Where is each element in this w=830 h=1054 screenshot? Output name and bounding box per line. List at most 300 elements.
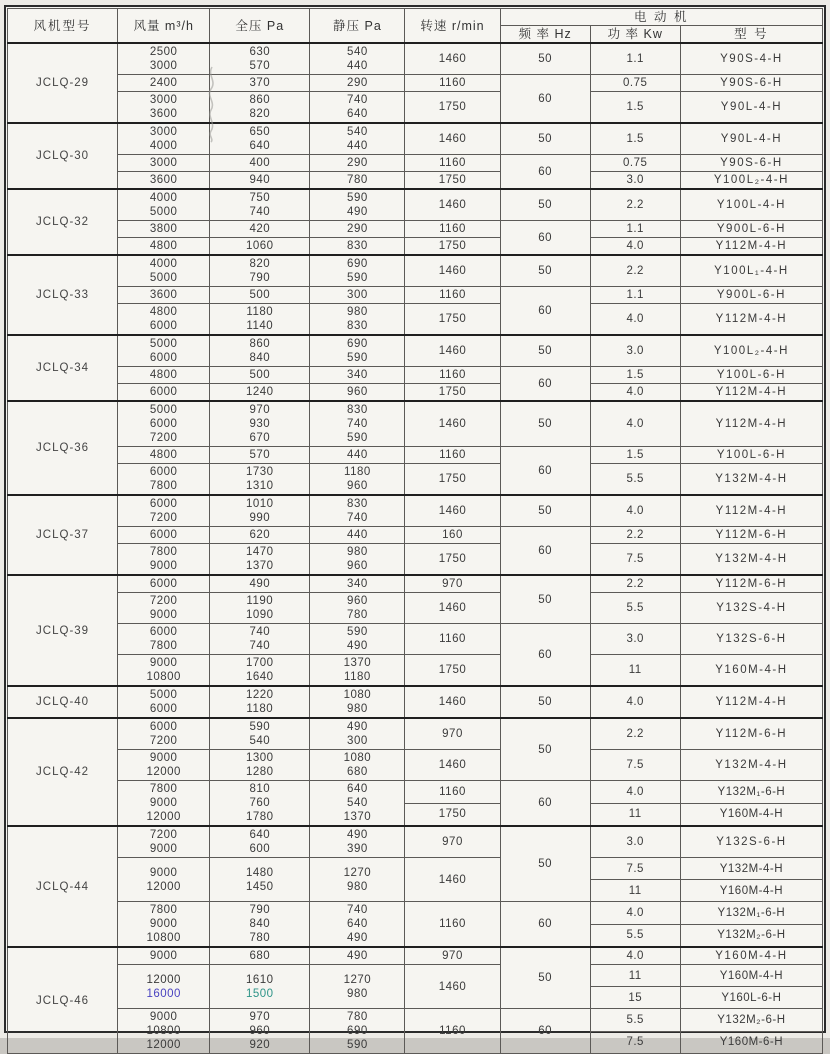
value-line: 820: [249, 258, 271, 270]
value-line: 6000: [149, 529, 178, 541]
motor-type-cell: Y132S-6-H: [680, 624, 822, 655]
value-line: 1700: [245, 657, 274, 669]
table-row: [8, 902, 823, 948]
power-cell: 7.5: [590, 544, 680, 576]
value-line: 1180: [344, 671, 371, 683]
value-line: 1610: [245, 973, 274, 986]
power-cell: 3.0: [590, 172, 680, 190]
value-line: 1270: [343, 866, 372, 879]
power-cell: 1.5: [590, 123, 680, 155]
value-line: 1080: [343, 752, 372, 764]
air-flow-cell: [118, 947, 210, 965]
total-pressure-cell: [210, 401, 310, 447]
total-pressure-cell: [210, 965, 310, 1009]
table-row: [8, 447, 823, 464]
value-line: 490: [347, 829, 368, 841]
static-pressure-cell: [310, 75, 405, 92]
power-cell: 5.5: [590, 464, 680, 496]
fan-model-cell: JCLQ-44: [8, 826, 118, 947]
speed-cell: 1460: [405, 750, 500, 781]
value-line: 590: [249, 721, 271, 733]
speed-cell: 1160: [405, 1009, 500, 1054]
value-line: 1240: [245, 386, 274, 398]
frequency-cell: 50: [500, 335, 590, 367]
table-row: [8, 686, 823, 718]
air-flow-cell: [118, 335, 210, 367]
table-row: [8, 238, 823, 256]
air-flow-cell: [118, 902, 210, 948]
value-line: 7800: [149, 640, 178, 652]
table-row: [8, 172, 823, 190]
value-line: 440: [347, 449, 368, 461]
power-cell-sub: 15: [591, 986, 680, 1008]
value-line: 740: [249, 206, 271, 218]
air-flow-cell: [118, 304, 210, 336]
header-total-pressure: 全压 Pa: [210, 9, 310, 44]
value-line: 6000: [149, 578, 178, 590]
power-cell: [590, 781, 680, 827]
power-cell: 2.2: [590, 527, 680, 544]
speed-cell: 1750: [405, 172, 500, 190]
power-cell: [590, 902, 680, 948]
value-line: 400: [249, 157, 271, 169]
motor-type-cell: Y112M-6-H: [680, 718, 822, 750]
static-pressure-cell: [310, 655, 405, 687]
value-line: 980: [347, 703, 368, 715]
value-line: 12000: [146, 766, 181, 778]
value-line: 3000: [149, 157, 178, 169]
power-cell: 2.2: [590, 718, 680, 750]
power-cell: [590, 1009, 680, 1054]
header-static-pressure: 静压 Pa: [310, 9, 405, 44]
frequency-cell: 60: [500, 624, 590, 687]
static-pressure-cell: [310, 384, 405, 402]
value-line: 740: [347, 94, 368, 106]
static-pressure-cell: [310, 495, 405, 527]
air-flow-cell: [118, 1009, 210, 1054]
table-row: [8, 43, 823, 75]
motor-type-cell: Y160M-4-H: [680, 947, 822, 965]
motor-type-cell: Y90S-6-H: [680, 155, 822, 172]
total-pressure-cell: [210, 858, 310, 902]
value-line: 840: [249, 918, 271, 930]
value-line: 9000: [149, 866, 178, 879]
value-line: 760: [249, 797, 271, 809]
speed-cell: 970: [405, 718, 500, 750]
total-pressure-cell: [210, 304, 310, 336]
speed-cell: 1460: [405, 123, 500, 155]
value-line: 590: [347, 1039, 368, 1051]
air-flow-cell: [118, 123, 210, 155]
table-row: [8, 495, 823, 527]
document-frame: [4, 5, 826, 1051]
total-pressure-cell: [210, 495, 310, 527]
motor-type-cell: Y100L-4-H: [680, 189, 822, 221]
value-line: 1300: [245, 752, 274, 764]
value-line: 6000: [149, 352, 178, 364]
motor-type-cell: Y90L-4-H: [680, 92, 822, 124]
power-cell-sub: 5.5: [591, 924, 680, 946]
value-line: 650: [249, 126, 271, 138]
value-line: 4800: [149, 449, 178, 461]
static-pressure-cell: [310, 155, 405, 172]
speed-cell: 160: [405, 527, 500, 544]
value-line: 440: [347, 140, 368, 152]
value-line: 670: [249, 432, 271, 444]
value-line: 7800: [149, 783, 178, 795]
total-pressure-cell: [210, 384, 310, 402]
motor-type-cell: Y112M-6-H: [680, 575, 822, 593]
value-line: 1470: [245, 546, 274, 558]
motor-type-cell: [680, 858, 822, 902]
value-line: 2400: [149, 77, 178, 89]
value-line: 620: [249, 529, 271, 541]
fan-model-cell: JCLQ-32: [8, 189, 118, 255]
motor-type-cell: Y112M-4-H: [680, 401, 822, 447]
total-pressure-cell: [210, 43, 310, 75]
speed-cell: 1160: [405, 75, 500, 92]
value-line: 340: [347, 369, 368, 381]
value-line: 490: [347, 932, 368, 944]
air-flow-cell: [118, 75, 210, 92]
speed-cell: 1460: [405, 335, 500, 367]
motor-type-cell-sub: Y132M-4-H: [719, 862, 784, 875]
value-line: 5000: [149, 206, 178, 218]
value-line: 1180: [344, 466, 371, 478]
air-flow-cell: [118, 593, 210, 624]
motor-type-cell: Y112M-4-H: [680, 495, 822, 527]
static-pressure-cell: [310, 902, 405, 948]
static-pressure-cell: [310, 123, 405, 155]
value-line: 640: [347, 783, 368, 795]
air-flow-cell: [118, 464, 210, 496]
value-line: 7200: [149, 512, 178, 524]
air-flow-cell: [118, 527, 210, 544]
power-cell: 1.5: [590, 92, 680, 124]
value-line: 5000: [149, 338, 178, 350]
total-pressure-cell: [210, 75, 310, 92]
frequency-cell: 50: [500, 718, 590, 781]
speed-cell: 1750: [405, 544, 500, 576]
static-pressure-cell: [310, 544, 405, 576]
total-pressure-cell: [210, 287, 310, 304]
power-cell: 4.0: [590, 401, 680, 447]
table-row: [8, 401, 823, 447]
value-line: 5000: [149, 272, 178, 284]
air-flow-cell: [118, 750, 210, 781]
value-line: 1270: [343, 973, 372, 986]
speed-cell: 970: [405, 947, 500, 965]
value-line: 920: [249, 1039, 271, 1051]
speed-cell: 1460: [405, 43, 500, 75]
fan-model-cell: JCLQ-33: [8, 255, 118, 335]
air-flow-cell: [118, 447, 210, 464]
frequency-cell: 60: [500, 781, 590, 827]
motor-type-cell: Y132S-6-H: [680, 826, 822, 858]
header-motor-group: 电 动 机: [500, 9, 822, 26]
total-pressure-cell: [210, 544, 310, 576]
fan-model-cell: JCLQ-46: [8, 947, 118, 1054]
value-line: 540: [347, 797, 368, 809]
static-pressure-cell: [310, 593, 405, 624]
value-line: 4000: [149, 192, 178, 204]
speed-cell: 970: [405, 575, 500, 593]
motor-type-cell: Y90S-4-H: [680, 43, 822, 75]
power-cell-sub: 11: [591, 879, 680, 901]
motor-type-cell: [680, 965, 822, 1009]
value-line: 6000: [149, 498, 178, 510]
power-cell: 3.0: [590, 335, 680, 367]
frequency-cell: 50: [500, 123, 590, 155]
value-line: 9000: [149, 752, 178, 764]
value-line: 960: [347, 595, 368, 607]
value-line: 3000: [149, 126, 178, 138]
speed-cell: 1160: [405, 287, 500, 304]
value-line: 960: [347, 480, 368, 492]
value-line: 750: [249, 192, 271, 204]
frequency-cell: 50: [500, 686, 590, 718]
value-line: 840: [249, 352, 271, 364]
value-line: 420: [249, 223, 271, 235]
motor-type-cell-sub: Y132M₂-6-H: [681, 924, 822, 946]
header-fan-model: 风机型号: [8, 9, 118, 44]
value-line: 690: [347, 338, 368, 350]
value-line: 930: [249, 418, 271, 430]
power-cell: 11: [590, 655, 680, 687]
value-line: 9000: [149, 657, 178, 669]
speed-cell: 1750: [405, 655, 500, 687]
speed-cell: 1750: [405, 304, 500, 336]
air-flow-cell: [118, 575, 210, 593]
value-line: 7200: [149, 829, 178, 841]
value-line: 6000: [149, 386, 178, 398]
motor-type-cell: Y90L-4-H: [680, 123, 822, 155]
air-flow-cell: [118, 92, 210, 124]
static-pressure-cell: [310, 255, 405, 287]
value-line: 9000: [149, 1011, 178, 1023]
table-header: [8, 9, 823, 44]
frequency-cell: 50: [500, 43, 590, 75]
value-line: 1310: [245, 480, 274, 492]
header-power: 功 率 Kw: [590, 26, 680, 44]
table-row: [8, 367, 823, 384]
value-line: 590: [347, 352, 368, 364]
value-line: 780: [347, 1011, 368, 1023]
air-flow-cell: [118, 858, 210, 902]
value-line: 740: [347, 512, 368, 524]
table-row: [8, 221, 823, 238]
value-line: 500: [249, 369, 271, 381]
power-cell: 4.0: [590, 947, 680, 965]
air-flow-cell: [118, 495, 210, 527]
power-cell-sub: 7.5: [591, 1031, 680, 1053]
fan-model-cell: JCLQ-42: [8, 718, 118, 826]
table-row: [8, 624, 823, 655]
table-row: [8, 75, 823, 92]
value-line: 440: [347, 60, 368, 72]
power-cell: 2.2: [590, 575, 680, 593]
power-cell: 0.75: [590, 155, 680, 172]
value-line: 960: [347, 386, 368, 398]
power-cell: 4.0: [590, 304, 680, 336]
value-line: 3000: [149, 94, 178, 106]
header-frequency: 频 率 Hz: [500, 26, 590, 44]
motor-type-cell: Y112M-4-H: [680, 238, 822, 256]
total-pressure-cell: [210, 92, 310, 124]
value-line: 4800: [149, 369, 178, 381]
value-line: 1060: [245, 240, 274, 252]
motor-type-cell-sub: Y132M₁-6-H: [717, 907, 786, 919]
static-pressure-cell: [310, 826, 405, 858]
value-line: 7200: [149, 595, 178, 607]
speed-cell: 1160: [405, 367, 500, 384]
frequency-cell: 50: [500, 947, 590, 1009]
air-flow-cell: [118, 221, 210, 238]
static-pressure-cell: [310, 304, 405, 336]
value-line: 830: [347, 320, 368, 332]
value-line: 3600: [149, 289, 178, 301]
power-cell: 1.5: [590, 367, 680, 384]
value-line: 16000: [146, 987, 181, 1000]
value-line: 980: [347, 546, 368, 558]
value-line: 4800: [149, 306, 178, 318]
value-line: 990: [249, 512, 271, 524]
value-line: 780: [347, 609, 368, 621]
table-row: [8, 123, 823, 155]
value-line: 5000: [149, 689, 178, 701]
value-line: 12000: [146, 1039, 181, 1051]
total-pressure-cell: [210, 1009, 310, 1054]
value-line: 290: [347, 157, 368, 169]
table-row: [8, 544, 823, 576]
motor-type-cell: Y112M-4-H: [680, 686, 822, 718]
value-line: 6000: [149, 320, 178, 332]
frequency-cell: 60: [500, 527, 590, 576]
static-pressure-cell: [310, 287, 405, 304]
value-line: 980: [347, 306, 368, 318]
value-line: 3000: [149, 60, 178, 72]
motor-type-cell: Y100L-6-H: [680, 447, 822, 464]
frequency-cell: 60: [500, 447, 590, 496]
value-line: 440: [347, 529, 368, 541]
speed-cell: 1160: [405, 155, 500, 172]
speed-cell: 1460: [405, 401, 500, 447]
motor-type-cell: Y900L-6-H: [680, 287, 822, 304]
value-line: 820: [249, 108, 271, 120]
total-pressure-cell: [210, 464, 310, 496]
air-flow-cell: [118, 655, 210, 687]
value-line: 340: [347, 578, 368, 590]
motor-type-cell-sub: Y160M-4-H: [681, 803, 822, 825]
value-line: 370: [249, 77, 271, 89]
power-cell-sub: 11: [628, 969, 642, 982]
value-line: 1280: [245, 766, 274, 778]
value-line: 630: [249, 46, 271, 58]
value-line: 4800: [149, 240, 178, 252]
value-line: 680: [249, 950, 271, 962]
table-row: [8, 858, 823, 902]
power-cell-sub: 4.0: [626, 907, 644, 919]
table-row: [8, 527, 823, 544]
total-pressure-cell: [210, 624, 310, 655]
value-line: 1500: [245, 987, 274, 1000]
motor-type-cell: [680, 781, 822, 827]
motor-type-cell-sub: Y160M-6-H: [681, 1031, 822, 1053]
static-pressure-cell: [310, 965, 405, 1009]
air-flow-cell: [118, 255, 210, 287]
value-line: 6000: [149, 703, 178, 715]
value-line: 640: [347, 108, 368, 120]
value-line: 7200: [149, 735, 178, 747]
static-pressure-cell: [310, 401, 405, 447]
power-cell: 2.2: [590, 255, 680, 287]
table-row: [8, 575, 823, 593]
header-air-flow: 风量 m³/h: [118, 9, 210, 44]
frequency-cell: 60: [500, 1009, 590, 1054]
value-line: 640: [249, 140, 271, 152]
motor-type-cell: Y900L-6-H: [680, 221, 822, 238]
fan-model-cell: JCLQ-30: [8, 123, 118, 189]
value-line: 9000: [149, 843, 178, 855]
value-line: 970: [249, 404, 271, 416]
speed-cell: 1460: [405, 189, 500, 221]
value-line: 7800: [149, 546, 178, 558]
motor-type-cell: Y100L₂-4-H: [680, 335, 822, 367]
motor-type-cell: Y132M-4-H: [680, 750, 822, 781]
value-line: 1140: [246, 320, 274, 332]
value-line: 1780: [245, 811, 274, 823]
static-pressure-cell: [310, 464, 405, 496]
static-pressure-cell: [310, 527, 405, 544]
value-line: 12000: [146, 880, 181, 893]
motor-type-cell: [680, 1009, 822, 1054]
value-line: 540: [347, 46, 368, 58]
table-row: [8, 1009, 823, 1054]
static-pressure-cell: [310, 1009, 405, 1054]
table-row: [8, 965, 823, 1009]
value-line: 5000: [149, 404, 178, 416]
value-line: 290: [347, 77, 368, 89]
table-row: [8, 304, 823, 336]
value-line: 590: [347, 626, 368, 638]
total-pressure-cell: [210, 593, 310, 624]
value-line: 740: [249, 640, 271, 652]
value-line: 1090: [245, 609, 274, 621]
frequency-cell: 50: [500, 575, 590, 624]
power-cell: 4.0: [590, 686, 680, 718]
static-pressure-cell: [310, 624, 405, 655]
table-body: [8, 43, 823, 1054]
value-line: 590: [347, 192, 368, 204]
fan-model-cell: JCLQ-36: [8, 401, 118, 495]
air-flow-cell: [118, 544, 210, 576]
total-pressure-cell: [210, 655, 310, 687]
speed-cell: 1750: [405, 238, 500, 256]
power-cell-sub: 4.0: [626, 786, 644, 798]
value-line: 290: [347, 223, 368, 235]
static-pressure-cell: [310, 172, 405, 190]
static-pressure-cell: [310, 189, 405, 221]
table-row: [8, 384, 823, 402]
air-flow-cell: [118, 826, 210, 858]
motor-type-cell: Y112M-6-H: [680, 527, 822, 544]
speed-cell: 1460: [405, 965, 500, 1009]
air-flow-cell: [118, 965, 210, 1009]
motor-type-cell: [680, 902, 822, 948]
value-line: 640: [249, 829, 271, 841]
frequency-cell: 50: [500, 495, 590, 527]
table-row: [8, 750, 823, 781]
